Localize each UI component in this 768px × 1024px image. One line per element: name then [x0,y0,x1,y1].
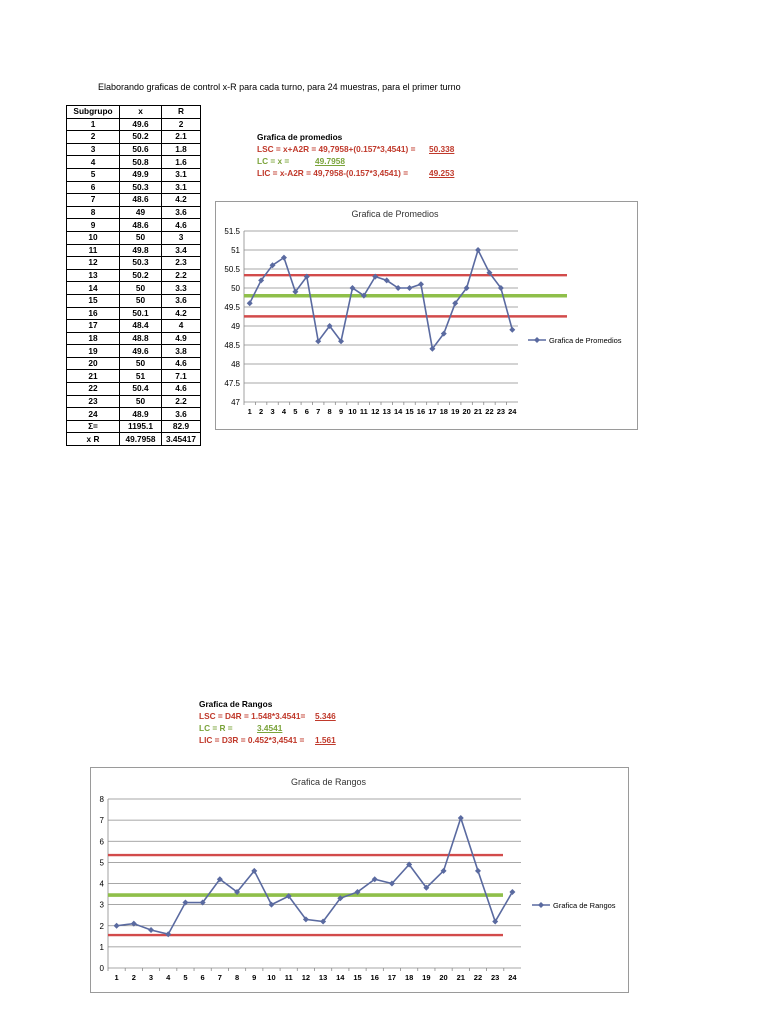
header-x: x [120,106,162,119]
x-tick-label: 7 [217,973,222,982]
x-tick-label: 1 [114,973,119,982]
x-tick-label: 19 [422,973,431,982]
cell-subgrupo: x R [67,433,120,446]
legend-label: Grafica de Promedios [549,336,622,345]
promedios-block [257,131,455,179]
y-tick-label: 47.5 [224,379,240,388]
cell-subgrupo: 4 [67,156,120,169]
cell-subgrupo: 20 [67,357,120,370]
promedios-lic-value: 49.253 [429,168,455,178]
cell-r: 3.6 [162,294,201,307]
x-tick-label: 16 [370,973,379,982]
cell-x: 50.2 [120,131,162,144]
x-tick-label: 22 [485,407,494,416]
x-tick-label: 23 [491,973,500,982]
y-tick-label: 47 [231,398,240,407]
x-tick-label: 13 [318,973,328,982]
y-tick-label: 49 [231,322,240,331]
cell-x: 50 [120,294,162,307]
cell-x: 50 [120,357,162,370]
x-tick-label: 11 [284,973,293,982]
y-tick-label: 49.5 [224,303,240,312]
cell-subgrupo: 2 [67,131,120,144]
promedios-lc-row [257,155,415,167]
rangos-block-title: Grafica de Rangos [199,699,273,709]
sum-row [67,420,201,433]
x-tick-label: 17 [387,973,397,982]
y-tick-label: 48.5 [224,341,240,350]
promedios-lic-label: LIC = x-A2R = 49,7958-(0.157*3,4541) = [257,168,409,178]
cell-x: 1195.1 [120,420,162,433]
x-tick-label: 5 [293,407,298,416]
cell-x: 49 [120,206,162,219]
cell-r: 4.2 [162,194,201,207]
cell-x: 50.1 [120,307,162,320]
table-row [67,244,201,257]
series-line [117,818,513,934]
x-tick-label: 20 [439,973,448,982]
cell-r: 3.6 [162,408,201,421]
cell-r: 3.3 [162,282,201,295]
y-tick-label: 6 [99,837,104,847]
promedios-block-title: Grafica de promedios [257,132,343,142]
cell-r: 1.6 [162,156,201,169]
rangos-lic-label: LIC = D3R = 0.452*3,4541 = [199,735,305,745]
data-point [475,868,481,874]
table-row [67,320,201,333]
cell-x: 49.6 [120,345,162,358]
cell-subgrupo: 22 [67,383,120,396]
cell-x: 50.6 [120,143,162,156]
page-heading: Elaborando graficas de control x-R para cada turno, para 24 muestras, para el primer turno [98,82,461,92]
cell-r: 4.2 [162,307,201,320]
cell-x: 48.6 [120,194,162,207]
cell-x: 48.4 [120,320,162,333]
table-row [67,219,201,232]
table-row [67,168,201,181]
y-tick-label: 0 [99,964,104,973]
x-tick-label: 18 [404,973,414,982]
y-tick-label: 51.5 [224,227,240,236]
legend-marker [538,902,544,908]
cell-r: 4.6 [162,383,201,396]
y-tick-label: 3 [99,900,104,910]
x-tick-label: 1 [247,407,252,416]
rangos-block [199,698,336,746]
x-tick-label: 6 [304,407,309,416]
x-tick-label: 5 [183,973,188,982]
cell-subgrupo: 17 [67,320,120,333]
x-tick-label: 19 [451,407,460,416]
data-table [66,105,201,446]
x-tick-label: 21 [456,973,465,982]
x-tick-label: 14 [336,973,345,982]
cell-subgrupo: 6 [67,181,120,194]
cell-r: 4 [162,320,201,333]
promedios-lc-value: 49.7958 [315,156,345,166]
cell-r: 2.3 [162,257,201,270]
cell-x: 49.8 [120,244,162,257]
header-r: R [162,106,201,119]
table-row [67,181,201,194]
promedios-chart [215,201,638,430]
cell-subgrupo: 7 [67,194,120,207]
table-row [67,307,201,320]
cell-x: 50 [120,395,162,408]
x-tick-label: 17 [428,407,437,416]
data-point [148,927,154,933]
x-tick-label: 18 [439,407,448,416]
rangos-chart [90,767,629,993]
x-tick-label: 24 [508,407,517,416]
x-tick-label: 22 [473,973,483,982]
cell-x: 49.7958 [120,433,162,446]
cell-subgrupo: 16 [67,307,120,320]
x-tick-label: 9 [338,407,344,416]
cell-subgrupo: 19 [67,345,120,358]
table-row [67,269,201,282]
table-row [67,294,201,307]
cell-r: 3.4 [162,244,201,257]
cell-x: 50.2 [120,269,162,282]
cell-x: 49.6 [120,118,162,131]
x-tick-label: 4 [166,973,171,982]
cell-r: 2.1 [162,131,201,144]
x-tick-label: 7 [316,407,321,416]
x-tick-label: 3 [148,973,154,982]
table-row [67,156,201,169]
promedios-lsc-row [257,143,455,155]
cell-subgrupo: 23 [67,395,120,408]
x-tick-label: 3 [270,407,275,416]
table-row [67,131,201,144]
x-tick-label: 13 [382,407,391,416]
y-tick-label: 50.5 [224,265,240,274]
x-tick-label: 24 [508,973,517,982]
chart-title: Grafica de Rangos [290,777,367,787]
x-tick-label: 8 [234,973,240,982]
x-tick-label: 10 [348,407,357,416]
table-row [67,383,201,396]
promedios-lsc-value: 50.338 [429,144,455,154]
y-tick-label: 4 [99,879,104,889]
rangos-lc-label: LC = R = [199,723,233,733]
cell-x: 50.3 [120,181,162,194]
rangos-lic-row [199,734,336,746]
cell-subgrupo: 3 [67,143,120,156]
x-tick-label: 23 [496,407,506,416]
cell-r: 82.9 [162,420,201,433]
x-tick-label: 12 [301,973,311,982]
rangos-lsc-value: 5.346 [315,711,336,721]
table-header-row [67,106,201,119]
cell-r: 4.6 [162,219,201,232]
cell-r: 3.45417 [162,433,201,446]
table-row [67,282,201,295]
cell-subgrupo: 12 [67,257,120,270]
table-row [67,332,201,345]
x-tick-label: 4 [281,407,287,416]
cell-r: 2 [162,118,201,131]
x-tick-label: 6 [200,973,205,982]
y-tick-label: 50 [231,284,240,293]
legend-label: Grafica de Rangos [553,901,616,910]
cell-subgrupo: 1 [67,118,120,131]
cell-r: 2.2 [162,395,201,408]
data-point [407,285,413,291]
cell-r: 2.2 [162,269,201,282]
cell-x: 48.8 [120,332,162,345]
table-row [67,194,201,207]
data-point [475,247,481,253]
cell-x: 50.4 [120,383,162,396]
x-tick-label: 14 [393,407,403,416]
header-subgrupo: Subgrupo [67,106,120,119]
data-point [247,300,253,306]
x-tick-label: 15 [405,407,414,416]
table-row [67,408,201,421]
rangos-lsc-row [199,710,336,722]
x-tick-label: 8 [327,407,332,416]
cell-r: 7.1 [162,370,201,383]
data-point [418,281,424,287]
data-point [509,327,515,333]
cell-r: 4.9 [162,332,201,345]
x-tick-label: 20 [462,407,471,416]
cell-x: 50 [120,282,162,295]
x-tick-label: 21 [473,407,483,416]
table-row [67,231,201,244]
cell-x: 51 [120,370,162,383]
cell-r: 4.6 [162,357,201,370]
promedios-chart-svg [216,202,637,429]
cell-r: 1.8 [162,143,201,156]
promedios-lic-row [257,167,455,179]
cell-x: 50.8 [120,156,162,169]
y-tick-label: 1 [99,942,104,952]
legend-marker [534,337,540,343]
promedios-lc-label: LC = x = [257,156,290,166]
table-row [67,206,201,219]
rangos-lc-value: 3.4541 [257,723,283,733]
cell-subgrupo: 18 [67,332,120,345]
x-tick-label: 15 [353,973,362,982]
rangos-lsc-label: LSC = D4R = 1.548*3.4541= [199,711,306,721]
cell-r: 3.1 [162,168,201,181]
cell-subgrupo: 8 [67,206,120,219]
cell-x: 48.6 [120,219,162,232]
table-row [67,357,201,370]
cell-subgrupo: 9 [67,219,120,232]
table-row [67,370,201,383]
cell-x: 50.3 [120,257,162,270]
cell-subgrupo: 13 [67,269,120,282]
y-tick-label: 5 [99,858,104,868]
table-row [67,118,201,131]
x-tick-label: 12 [371,407,380,416]
cell-r: 3 [162,231,201,244]
cell-subgrupo: 14 [67,282,120,295]
cell-subgrupo: 21 [67,370,120,383]
cell-subgrupo: 11 [67,244,120,257]
y-tick-label: 2 [99,921,104,931]
mean-row [67,433,201,446]
cell-subgrupo: Σ= [67,420,120,433]
cell-r: 3.6 [162,206,201,219]
y-tick-label: 8 [99,795,104,804]
y-tick-label: 51 [231,246,240,255]
table-row [67,143,201,156]
cell-subgrupo: 5 [67,168,120,181]
data-point [165,931,171,937]
rangos-lc-row [199,722,305,734]
rangos-lic-value: 1.561 [315,735,336,745]
cell-x: 50 [120,231,162,244]
x-tick-label: 11 [359,407,368,416]
table-row [67,345,201,358]
cell-subgrupo: 15 [67,294,120,307]
promedios-lsc-label: LSC = x+A2R = 49,7958+(0.157*3,4541) = [257,144,416,154]
cell-x: 49.9 [120,168,162,181]
cell-r: 3.1 [162,181,201,194]
x-tick-label: 2 [259,407,264,416]
x-tick-label: 16 [416,407,426,416]
table-row [67,257,201,270]
cell-x: 48.9 [120,408,162,421]
series-line [250,250,513,349]
x-tick-label: 2 [131,973,136,982]
x-tick-label: 9 [252,973,257,982]
table-row [67,395,201,408]
y-tick-label: 48 [231,360,240,369]
cell-r: 3.8 [162,345,201,358]
x-tick-label: 10 [267,973,276,982]
cell-subgrupo: 24 [67,408,120,421]
data-point [114,923,120,929]
rangos-chart-svg [91,768,628,992]
cell-subgrupo: 10 [67,231,120,244]
chart-title: Grafica de Promedios [351,209,439,219]
y-tick-label: 7 [99,816,104,826]
data-point [268,902,274,908]
